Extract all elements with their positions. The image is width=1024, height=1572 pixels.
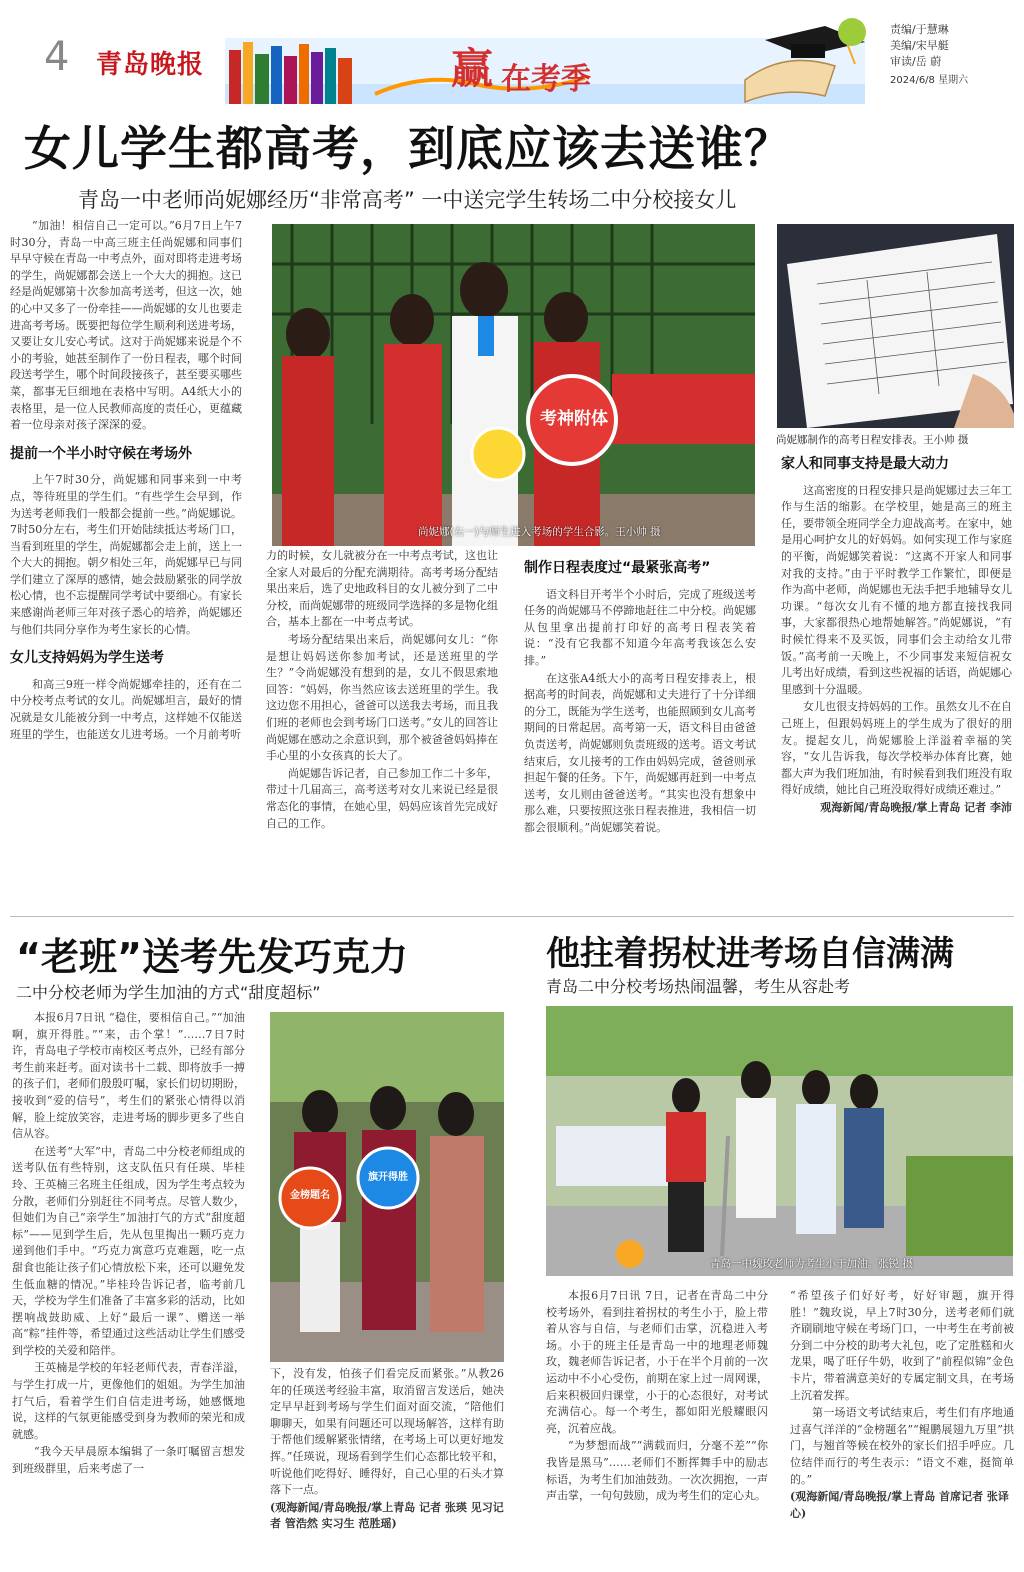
story1-paragraph: 尚妮娜告诉记者，自己参加工作二十多年，带过十几届高三，高考送考对女儿来说已经是很常态化的事情，在她心里，妈妈应该首先完成好自己的工作。 xyxy=(266,766,498,830)
newspaper-logo: 青岛晚报 xyxy=(96,50,205,80)
story1-paragraph: 和高三9班一样令尚妮娜牵挂的，还有在二中分校考点考试的女儿。尚妮娜坦言，最好的情况就是女儿能被分到一中考点，这样她不仅能送班里的学生，也能送女儿进考场。一个月前考听 xyxy=(10,677,242,741)
story3-subhead: 青岛二中分校考场热闹温馨，考生从容赴考 xyxy=(546,977,851,996)
story1-paragraph: 女儿也很支持妈妈的工作。虽然女儿不在自己班上，但跟妈妈班上的学生成为了很好的朋友。提起女儿，尚妮娜脸上洋溢着幸福的笑容，“女儿告诉我，每次学校举办体育比赛，她都大声为我们班加油，有时候看到我们班没有取得好成绩，她比自己班没取得好成绩还难过。” xyxy=(781,700,1012,797)
story1-byline: 观海新闻/青岛晚报/掌上青岛 记者 李沛 xyxy=(820,800,1012,814)
story3-paragraph: 第一场语文考试结束后，考生们有序地通过喜气洋洋的“金榜题名”“鲲鹏展翅九万里”拱门，与翘首等候在校外的家长们招手呼应。几位结伴而行的考生表示：“语文不难，挺简单的。” xyxy=(790,1406,1014,1486)
section-title-rest: 在考季 xyxy=(501,62,591,97)
story3-photo-caption: 青岛一中魏玫老师为考生小于加油。张锐 摄 xyxy=(710,1258,913,1270)
story3-paragraph: 本报6月7日讯 7日，记者在青岛二中分校考场外，看到拄着拐杖的考生小于，脸上带着从容与自信，与老师们击掌，沉稳进入考场。小于的班主任是青岛一中的地理老师魏玫，魏老师告诉记者，小于在半个月前的一次运动中不小心受伤，前期在家上过一周网课，后来积极回归课堂，小于的心态很好，对考试充满信心。每一个考生，都如阳光般耀眼闪亮，沉着应战。 xyxy=(546,1289,768,1435)
story1-paragraph: 这高密度的日程安排只是尚妮娜过去三年工作与生活的缩影。在学校里，她是高三的班主任，要带领全班同学全力迎战高考。在家中，她是用心呵护女儿的好妈妈。如何实现工作与家庭的平衡，尚妮娜笑着说：“这离不开家人和同事对我的支持。”由于平时教学工作繁忙，即便是作为高中老师，尚妮娜也无法手把手地辅导女儿功课。“每次女儿有不懂的地方都直接找我同事，大家都很热心地帮她解答。”尚妮娜说，“有时候忙得来不及买饭，同事们会主动给女儿带饭。”高考前一天晚上，不少同事发来短信祝女儿考出好成绩，看到这些祝福的话语，尚妮娜心里感到十分温暖。 xyxy=(781,483,1012,696)
story1-column-3 xyxy=(524,548,756,908)
story1-intro: “加油！相信自己一定可以。”6月7日上午7时30分，青岛一中高三班主任尚妮娜和同事们早早守候在青岛一中考点外，面对即将走进考场的学生，尚妮娜都会送上一个大大的拥抱。这已经是尚妮娜第十次参加高考送考，但这一次，她的心中又多了一份牵挂——尚妮娜的女儿也要走进高考考场。既要把每位学生顺利利送进考场，又要让女儿安心考试。这对于尚妮娜来说是个不小的考验，她甚至制作了一份日程表，哪个时间段送考学生，哪个时间段接孩子，甚至要买哪些菜，都事无巨细地在表格中写明。A4纸大小的表格里，是一位人民教师高度的责任心，更蕴藏着一位母亲对孩子深深的爱。 xyxy=(10,219,242,432)
story2-sign-left: 金榜题名 xyxy=(290,1190,330,1201)
story1-subheading-4: 家人和同事支持是最大动力 xyxy=(781,456,949,472)
story2-subhead: 二中分校老师为学生加油的方式“甜度超标” xyxy=(16,983,321,1002)
main-headline: 女儿学生都高考，到底应该去送谁？ xyxy=(24,122,792,177)
schedule-photo-illustration xyxy=(777,224,1014,428)
story1-column-4 xyxy=(781,452,1012,912)
schedule-photo xyxy=(777,224,1014,428)
section-banner xyxy=(225,20,865,104)
story2-paragraph: 王英楠是学校的年轻老师代表，青春洋溢，与学生打成一片，更像他们的姐姐。为学生加油打气后，看着学生们自信走进考场，她感慨地说，这样的气氛更能感受到身为教师的荣光和成就感。 xyxy=(12,1361,245,1441)
story1-paragraph: 语文科目开考半个小时后，完成了班级送考任务的尚妮娜马不停蹄地赶往二中分校。尚妮娜从包里拿出提前打印好的高考日程表笑着说：“没有它我都不知道今年高考我该怎么安排。” xyxy=(524,587,756,667)
story1-subheading-2: 女儿支持妈妈为学生送考 xyxy=(10,650,164,667)
page-number: 4 xyxy=(44,34,70,80)
story3-photo xyxy=(546,1006,1013,1276)
story1-subheading-1: 提前一个半小时守候在考场外 xyxy=(10,445,192,462)
story1-paragraph: 考场分配结果出来后，尚妮娜问女儿：“你是想让妈妈送你参加考试，还是送班里的学生？”令尚妮娜没有想到的是，女儿不假思索地回答：“妈妈，你当然应该去送班里的学生。我这边您不用担心，爸爸可以送我去考场，而且我们班的老师也会到考场门口送考。”女儿的回答让尚妮娜在感动之余意识到，那个被爸爸妈妈捧在手心里的小女孩真的长大了。 xyxy=(266,632,498,763)
story2-paragraph: 在送考“大军”中，青岛二中分校老师组成的送考队伍有些特别，这支队伍只有任瑛、毕桂玲、王英楠三名班主任组成，因为学生考点较为分散，老师们分别赶往不同考点。尽管人数少，但她们为自己“亲学生”加油打气的方式“甜度超标”——见到学生后，先从包里掏出一颗巧克力递到他们手中。“巧克力寓意巧克难题，吃一点甜食也能让孩子们心情放松下来，还可以避免发生低血糖的情况。”毕桂玲告诉记者，临考前几天，学校为学生们准备了丰富多彩的活动，比如摆响战鼓助威、上好“最后一课”、赠送一举高“粽”挂件等，希望通过这些活动让学生们感受到学校的关爱和陪伴。 xyxy=(12,1144,245,1357)
story2-column-2 xyxy=(270,1366,504,1564)
schedule-photo-caption: 尚妮娜制作的高考日程安排表。王小帅 摄 xyxy=(776,434,969,446)
section-title-big: 赢 xyxy=(451,44,494,93)
story1-paragraph: 上午7时30分，尚妮娜和同事来到一中考点，等待班里的学生们。“有些学生会早到，作为送考老师我们一般都会提前一些。”尚妮娜说。7时50分左右，考生们开始陆续抵达考场门口，当看到班里的学生，尚妮娜都会走上前，送上一个大大的拥抱。朝夕相处三年，尚妮娜早已与同学们建立了深厚的感情，她会鼓励紧张的同学放松心情，也不忘提醒同学考试中要细心。有家长来感谢尚老师三年对孩子悉心的培养，尚妮娜还与他们共同分享作为考生家长的心情。 xyxy=(10,473,242,636)
photo-banner-text: 考神附体 xyxy=(540,409,608,429)
story2-byline: (观海新闻/青岛晚报/掌上青岛 记者 张瑛 见习记者 管浩然 实习生 范胜瑶) xyxy=(270,1500,504,1531)
story2-photo xyxy=(270,1012,504,1362)
story1-paragraph: 在这张A4纸大小的高考日程安排表上，根据高考的时间表，尚妮娜和丈夫进行了十分详细的分工，既能为学生送考，也能照顾到女儿高考期间的日常起居。高考第一天，语文科目由爸爸负责送考，尚妮娜则负责班级的送考。语文考试结束后，女儿接考的工作由妈妈完成，爸爸则承担起午餐的任务。下午，尚妮娜再赶到一中考点送考，女儿则由爸爸送考。“其实也没有想象中那么难，只要按照这张日程表推进，我相信一切都会很顺利。”尚妮娜笑着说。 xyxy=(524,671,756,834)
story1-column-2 xyxy=(266,548,498,908)
story2-column-1 xyxy=(12,1010,245,1562)
story2-paragraph: “我今天早晨原本编辑了一条叮嘱留言想发到班级群里，后来考虑了一 xyxy=(12,1445,245,1476)
story2-paragraph: 下，没有发，怕孩子们看完反而紧张。”从教26年的任瑛送考经验丰富，取消留言发送后，她决定早早赶到考场与学生们面对面交流，“陪他们聊聊天，如果有问题还可以现场解答，这样有助于帮他们缓解紧张情绪，在考场上可以更好地发挥。”任瑛说，现场看到学生们心态都比较平和，听说他们吃得好、睡得好，自己心里的石头才算落下一点。 xyxy=(270,1367,504,1497)
story2-sign-right: 旗开得胜 xyxy=(368,1172,408,1183)
main-photo xyxy=(272,224,755,546)
story1-subheading-3: 制作日程表度过“最紧张高考” xyxy=(524,560,711,576)
story1-paragraph: 力的时候，女儿就被分在一中考点考试，这也让全家人对最后的分配充满期待。高考考场分配结果出来后，选了史地政科目的女儿被分到了二中分校，而尚妮娜带的班级同学选择的多是物化组合，基本上都在一中考点考试。 xyxy=(266,549,498,629)
reviewer-line: 审读/岳 蔚 xyxy=(890,55,942,68)
section-divider xyxy=(10,916,1014,917)
issue-date: 2024/6/8 星期六 xyxy=(890,75,969,86)
main-photo-illustration xyxy=(272,224,755,546)
story3-column-2 xyxy=(790,1288,1014,1564)
story3-paragraph: “希望孩子们好好考，好好审题，旗开得胜！”魏玫说，早上7时30分，送考老师们就齐刷刷地守候在考场门口，一中考生在考前被分到二中分校的助考大礼包，吃了定胜糕和火龙果，喝了旺仔牛奶，收到了“前程似锦”金色卡片，带着满意美好的专属定制文具，在考场上沉着发挥。 xyxy=(790,1289,1014,1402)
story2-headline: “老班”送考先发巧克力 xyxy=(16,935,408,979)
story3-byline: (观海新闻/青岛晚报/掌上青岛 首席记者 张译心) xyxy=(790,1490,1009,1520)
main-subhead: 青岛一中老师尚妮娜经历“非常高考” 一中送完学生转场二中分校接女儿 xyxy=(78,188,737,212)
green-circle-decor xyxy=(838,18,866,46)
story3-photo-illustration xyxy=(546,1006,1013,1276)
main-photo-caption: 尚妮娜(右一)与师生进入考场的学生合影。王小帅 摄 xyxy=(418,526,661,538)
story3-column-1 xyxy=(546,1288,768,1564)
story3-paragraph: “为梦想而战”“满载而归，分毫不差”“你我皆是黑马”……老师们不断挥舞手中的励志标语，为考生们加油鼓劲。一次次拥抱，一声声击掌，一句句鼓励，成为考生们的定心丸。 xyxy=(546,1439,768,1503)
editor-line: 责编/于慧琳 xyxy=(890,23,949,36)
editor-credits xyxy=(890,22,968,89)
story2-paragraph: 本报6月7日讯 “稳住，要相信自己。”“加油啊，旗开得胜。”“来，击个掌！”……7日7时许，青岛电子学校市南校区考点外，已经有部分考生前来赶考。面对读书十二载、即将放手一搏的孩子们，老师们殷殷叮嘱，家长们切切期盼，接收到“爱的信号”，考生们的紧张心情得以消解，脸上绽放笑容，走进考场的脚步更多了些自信从容。 xyxy=(12,1011,245,1141)
designer-line: 美编/宋早艇 xyxy=(890,39,949,52)
story1-column-1 xyxy=(10,218,242,908)
story3-headline: 他拄着拐杖进考场自信满满 xyxy=(546,934,954,974)
